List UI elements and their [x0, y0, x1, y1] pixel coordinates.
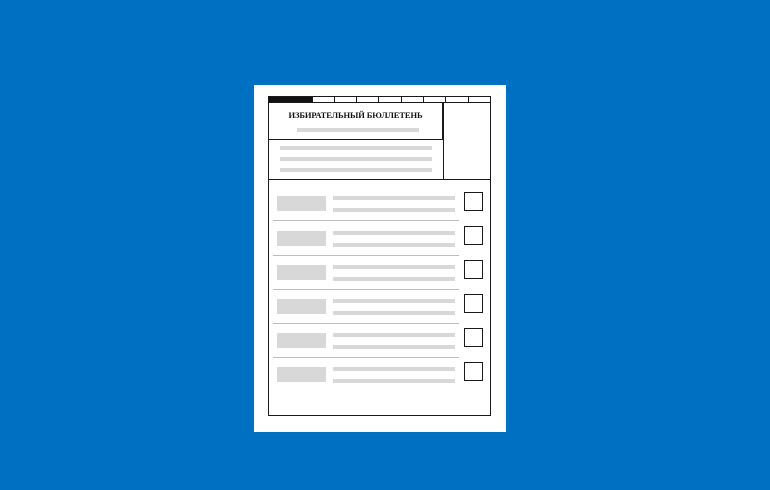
candidate-row [273, 221, 459, 256]
vote-checkbox[interactable] [464, 260, 483, 279]
ballot-title: ИЗБИРАТЕЛЬНЫЙ БЮЛЛЕТЕНЬ [288, 110, 423, 120]
vote-checkbox[interactable] [464, 226, 483, 245]
instruction-placeholder-line [280, 168, 432, 172]
vote-checkbox[interactable] [464, 362, 483, 381]
candidate-row [273, 357, 459, 391]
instruction-placeholder-line [280, 157, 432, 161]
title-placeholder-line [297, 128, 419, 132]
stamp-area [443, 102, 490, 180]
candidate-row [273, 289, 459, 324]
vote-checkbox[interactable] [464, 328, 483, 347]
candidate-info-line [333, 345, 455, 349]
candidate-name-placeholder [277, 196, 326, 211]
candidate-row [273, 323, 459, 358]
ballot-frame [268, 96, 491, 416]
candidate-info-line [333, 231, 455, 235]
candidate-name-placeholder [277, 265, 326, 280]
vote-checkbox[interactable] [464, 192, 483, 211]
candidate-name-placeholder [277, 299, 326, 314]
candidate-row [273, 255, 459, 290]
candidate-info-line [333, 265, 455, 269]
candidate-info-line [333, 208, 455, 212]
candidate-row [273, 186, 459, 221]
candidate-info-line [333, 311, 455, 315]
instructions-block [269, 140, 443, 180]
candidate-info-line [333, 277, 455, 281]
candidate-info-line [333, 367, 455, 371]
candidate-name-placeholder [277, 333, 326, 348]
candidate-name-placeholder [277, 367, 326, 382]
candidate-info-line [333, 299, 455, 303]
candidate-info-line [333, 379, 455, 383]
vote-checkbox[interactable] [464, 294, 483, 313]
candidate-name-placeholder [277, 231, 326, 246]
ballot-header [269, 102, 443, 140]
ballot-paper [254, 85, 506, 432]
instruction-placeholder-line [280, 146, 432, 150]
candidate-info-line [333, 196, 455, 200]
candidate-info-line [333, 333, 455, 337]
candidate-info-line [333, 243, 455, 247]
